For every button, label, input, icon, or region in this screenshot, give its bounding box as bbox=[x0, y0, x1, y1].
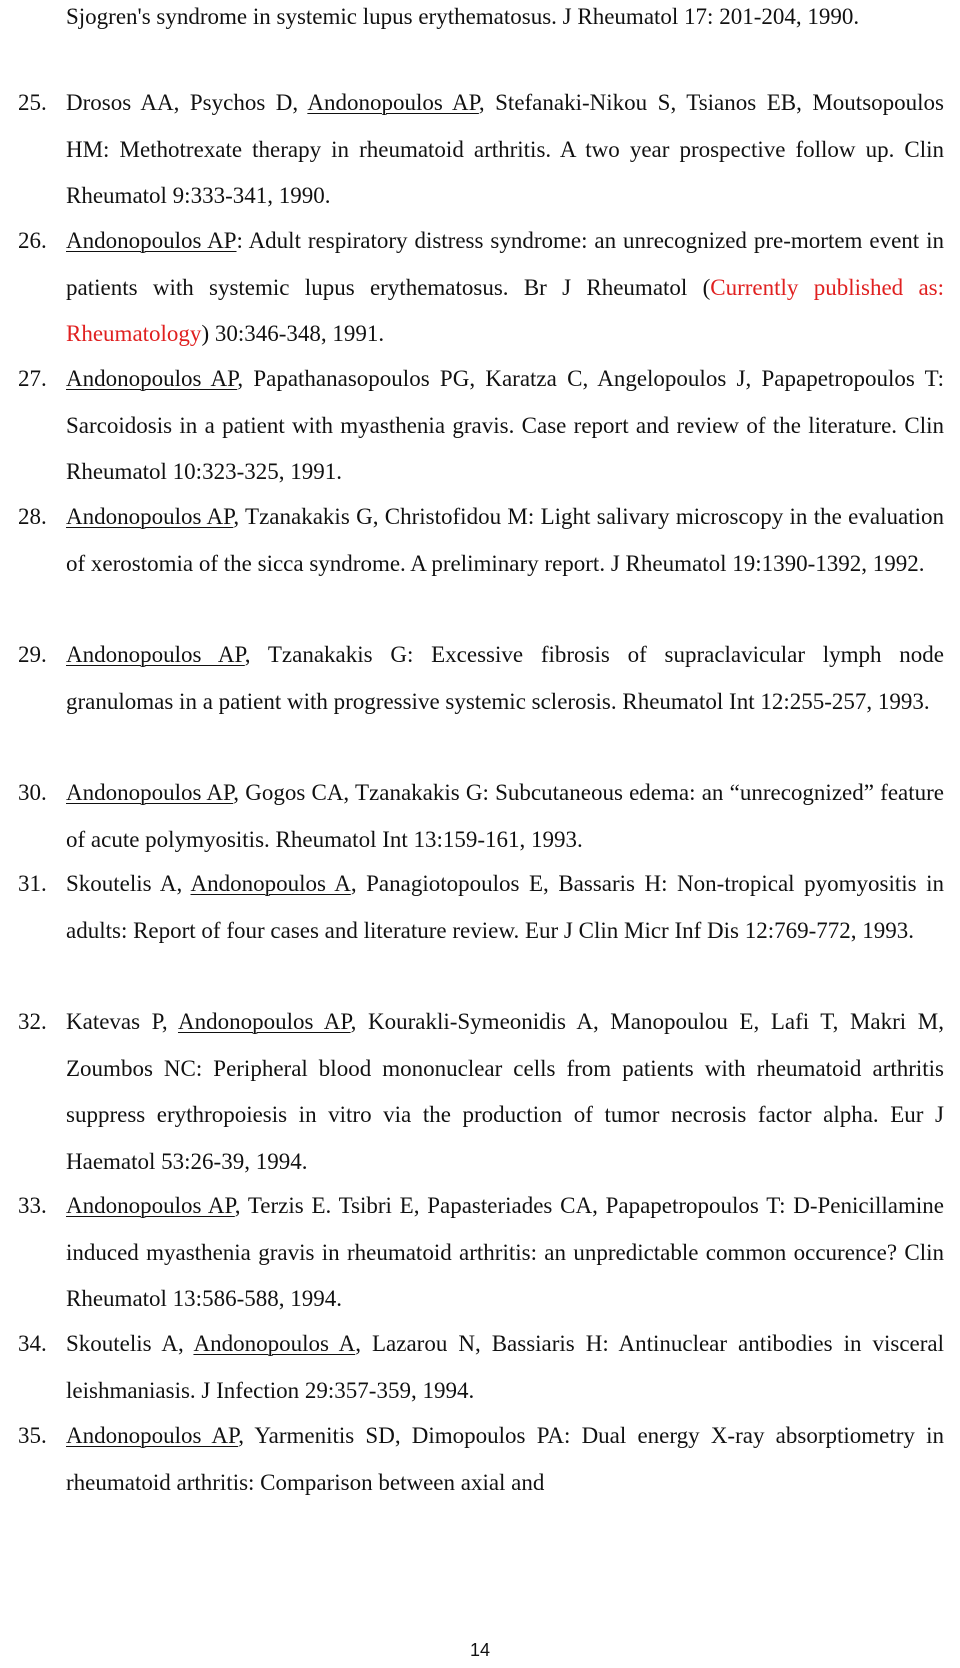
author-highlight: Andonopoulos AP bbox=[66, 642, 245, 667]
reference-31 bbox=[0, 861, 960, 954]
reference-number: 30. bbox=[18, 780, 47, 805]
journal-note: Currently published as: Rheumatology bbox=[66, 274, 944, 346]
reference-text: Sjogren's syndrome in systemic lupus erythematosus. J Rheumatol 17: 201-204, 1990. bbox=[66, 4, 860, 29]
reference-continuation bbox=[0, 0, 960, 41]
reference-text: Andonopoulos AP, Tzanakakis G: Excessive fibrosis of supraclavicular lymph node granulomas in a patient with progressive systemic sclerosis. Rheumatol Int 12:255-257, 1993. bbox=[66, 642, 944, 714]
page-number: 14 bbox=[469, 1640, 491, 1660]
reference-34 bbox=[0, 1321, 960, 1414]
reference-text: Skoutelis A, Andonopoulos A, Lazarou N, Bassiaris H: Antinuclear antibodies in visceral leishmaniasis. J Infection 29:357-359, 1994. bbox=[66, 1331, 944, 1403]
reference-text: Andonopoulos AP, Terzis E. Tsibri E, Papasteriades CA, Papapetropoulos T: D-Penicillamine induced myasthenia gravis in rheumatoid arthritis: an unpredictable common occurence? Clin Rheumatol 13:586-588, 1994. bbox=[66, 1193, 944, 1311]
reference-28 bbox=[0, 494, 960, 587]
reference-number: 25. bbox=[18, 90, 47, 115]
reference-text: Andonopoulos AP, Yarmenitis SD, Dimopoulos PA: Dual energy X-ray absorptiometry in rheumatoid arthritis: Comparison between axial and bbox=[66, 1423, 944, 1495]
author-highlight: Andonopoulos AP bbox=[66, 1423, 239, 1448]
reference-text: Andonopoulos AP, Tzanakakis G, Christofidou M: Light salivary microscopy in the evaluation of xerostomia of the sicca syndrome. A preliminary report. J Rheumatol 19:1390-1392, 1992. bbox=[66, 504, 944, 576]
reference-text: Andonopoulos AP, Papathanasopoulos PG, Karatza C, Angelopoulos J, Papapetropoulos T: Sarcoidosis in a patient with myasthenia gravis. Case report and review of the literature. Clin Rheumatol 10:323-325, 1991. bbox=[66, 366, 944, 484]
author-highlight: Andonopoulos AP bbox=[66, 366, 238, 391]
author-highlight: Andonopoulos AP bbox=[66, 504, 234, 529]
reference-35 bbox=[0, 1413, 960, 1506]
author-highlight: Andonopoulos AP bbox=[66, 228, 237, 253]
reference-33 bbox=[0, 1183, 960, 1323]
author-highlight: Andonopoulos AP bbox=[66, 1193, 235, 1218]
reference-number: 29. bbox=[18, 642, 47, 667]
reference-number: 26. bbox=[18, 228, 47, 253]
reference-29 bbox=[0, 632, 960, 725]
reference-text: Drosos AA, Psychos D, Andonopoulos AP, Stefanaki-Nikou S, Tsianos EB, Moutsopoulos HM: Methotrexate therapy in rheumatoid arthritis. A two year prospective follow up. Clin Rheumatol 9:333-341, 1990. bbox=[66, 90, 944, 208]
author-highlight: Andonopoulos AP bbox=[307, 90, 479, 115]
author-highlight: Andonopoulos AP bbox=[66, 780, 234, 805]
reference-30 bbox=[0, 770, 960, 863]
author-highlight: Andonopoulos A bbox=[193, 1331, 356, 1356]
reference-number: 33. bbox=[18, 1193, 47, 1218]
reference-number: 32. bbox=[18, 1009, 47, 1034]
reference-32 bbox=[0, 999, 960, 1185]
reference-text: Katevas P, Andonopoulos AP, Kourakli-Symeonidis A, Manopoulou E, Lafi T, Makri M, Zoumbos NC: Peripheral blood mononuclear cells from patients with rheumatoid arthritis suppress erythropoiesis in vitro via the production of tumor necrosis factor alpha. Eur J Haematol 53:26-39, 1994. bbox=[66, 1009, 944, 1174]
reference-25 bbox=[0, 80, 960, 220]
reference-26 bbox=[0, 218, 960, 358]
reference-number: 27. bbox=[18, 366, 47, 391]
reference-27 bbox=[0, 356, 960, 496]
reference-number: 35. bbox=[18, 1423, 47, 1448]
reference-number: 28. bbox=[18, 504, 47, 529]
reference-text: Andonopoulos AP: Adult respiratory distress syndrome: an unrecognized pre-mortem event in patients with systemic lupus erythematosus. Br J Rheumatol (Currently published as: Rheumatology) 30:346-348, 1991. bbox=[66, 228, 944, 346]
author-highlight: Andonopoulos A bbox=[190, 871, 351, 896]
reference-number: 31. bbox=[18, 871, 47, 896]
author-highlight: Andonopoulos AP bbox=[177, 1009, 351, 1034]
reference-text: Skoutelis A, Andonopoulos A, Panagiotopoulos E, Bassaris H: Non-tropical pyomyositis in adults: Report of four cases and literature review. Eur J Clin Micr Inf Dis 12:769-772, 1993. bbox=[66, 871, 944, 943]
reference-text: Andonopoulos AP, Gogos CA, Tzanakakis G: Subcutaneous edema: an “unrecognized” feature of acute polymyositis. Rheumatol Int 13:159-161, 1993. bbox=[66, 780, 944, 852]
reference-number: 34. bbox=[18, 1331, 47, 1356]
